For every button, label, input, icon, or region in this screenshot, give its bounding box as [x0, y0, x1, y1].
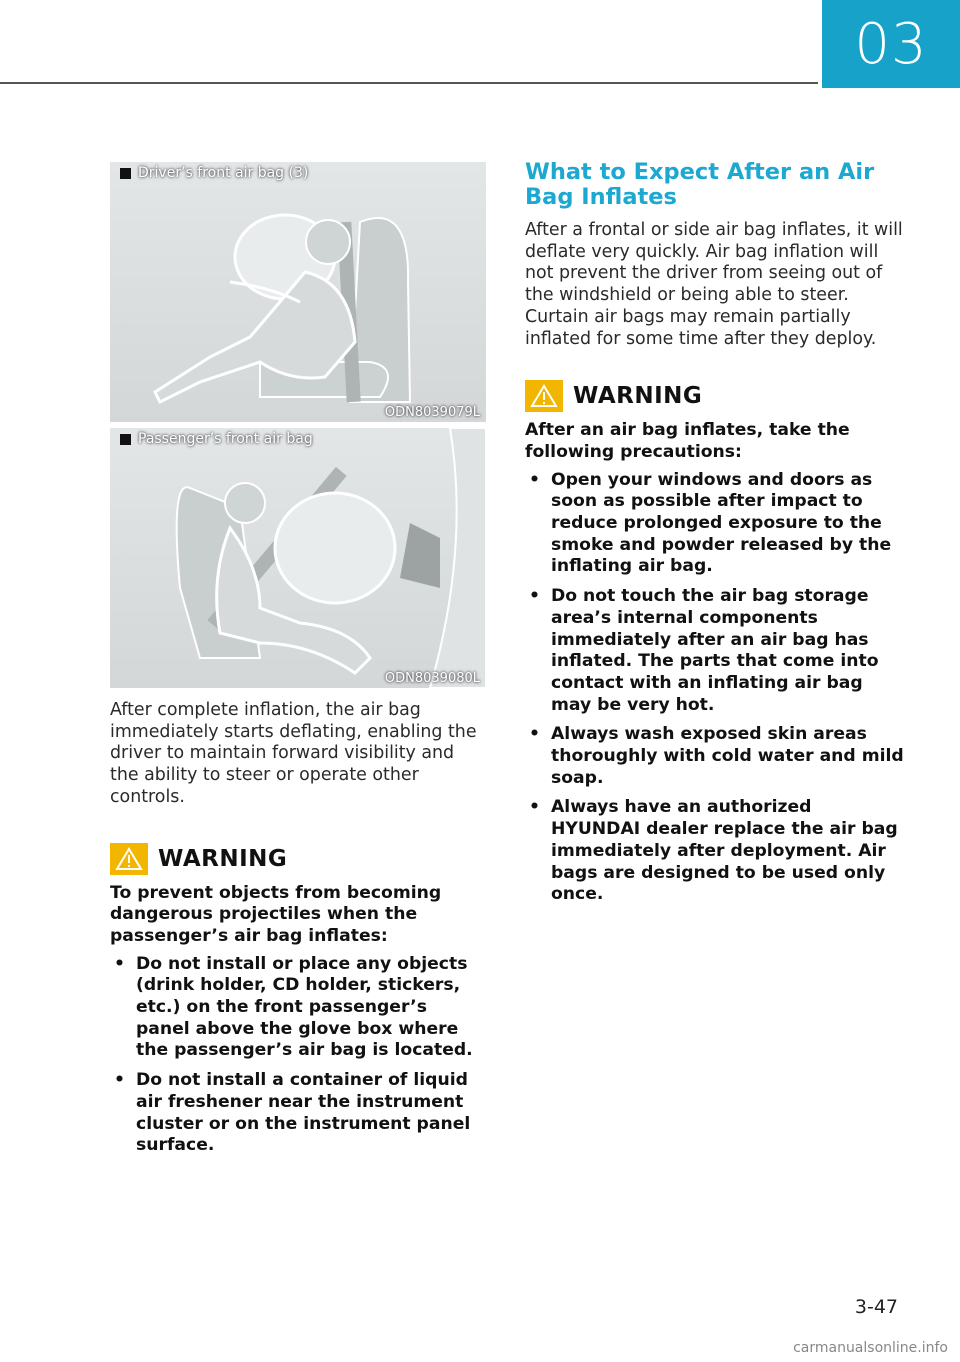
list-item: • Always wash exposed skin areas thoroughly with cold water and mild soap. — [525, 724, 905, 789]
header-rule — [0, 82, 818, 84]
driver-airbag-illustration — [110, 162, 486, 422]
figure-code: ODN8039079L — [384, 405, 480, 420]
chapter-number: 03 — [854, 11, 928, 77]
warning-triangle-icon — [110, 843, 148, 875]
warning-triangle-icon — [525, 380, 563, 412]
warning-intro: After an air bag inflates, take the following precautions: — [525, 420, 850, 462]
passenger-airbag-illustration — [110, 428, 486, 688]
warning-intro: To prevent objects from becoming dangerous projectiles when the passenger’s air bag inflates: — [110, 882, 442, 946]
warning-list — [525, 470, 905, 906]
caption-square-icon — [120, 434, 131, 445]
list-item: • Do not install or place any objects (drink holder, CD holder, stickers, etc.) on the front passenger’s panel above the glove box where the passenger’s air bag is located. — [110, 954, 486, 1063]
right-column — [525, 160, 905, 914]
section-heading: What to Expect After an Air Bag Inflates — [525, 159, 875, 210]
figure-code: ODN8039080L — [384, 671, 480, 686]
warning-list — [110, 954, 486, 1157]
list-item: • Do not install a container of liquid air freshener near the instrument cluster or on the instrument panel surface. — [110, 1070, 486, 1157]
list-item: • Open your windows and doors as soon as possible after impact to reduce prolonged exposure to the smoke and powder released by the inflating air bag. — [525, 470, 905, 579]
warning-label: WARNING — [573, 383, 703, 410]
left-paragraph: After complete inflation, the air bag immediately starts deflating, enabling the driver to maintain forward visibility and the ability to steer or operate other controls. — [110, 700, 477, 807]
caption-square-icon — [120, 168, 131, 179]
figure-driver-airbag — [110, 162, 486, 422]
caption-text: Passenger’s front air bag — [138, 431, 313, 447]
warning-header — [110, 843, 486, 875]
watermark: carmanualsonline.info — [793, 1340, 948, 1356]
left-column — [110, 700, 486, 1165]
list-item: • Do not touch the air bag storage area’s internal components immediately after an air bag has inflated. The parts that come into contact with an inflating air bag may be very hot. — [525, 586, 905, 716]
page-number: 3-47 — [854, 1296, 898, 1318]
right-paragraph: After a frontal or side air bag inflates, it will deflate very quickly. Air bag inflation will not prevent the driver from seeing out of the windshield or being able to steer. Curtain air bags may remain partially inflated for some time after they deploy. — [525, 220, 903, 349]
list-item: • Always have an authorized HYUNDAI dealer replace the air bag immediately after deployment. Air bags are designed to be used only once. — [525, 797, 905, 906]
figure-passenger-airbag — [110, 428, 486, 688]
warning-header — [525, 380, 905, 412]
figure-caption — [120, 431, 313, 447]
chapter-tab — [822, 0, 960, 88]
figure-caption — [120, 165, 308, 181]
warning-label: WARNING — [158, 845, 288, 872]
caption-text: Driver’s front air bag (3) — [138, 165, 309, 181]
